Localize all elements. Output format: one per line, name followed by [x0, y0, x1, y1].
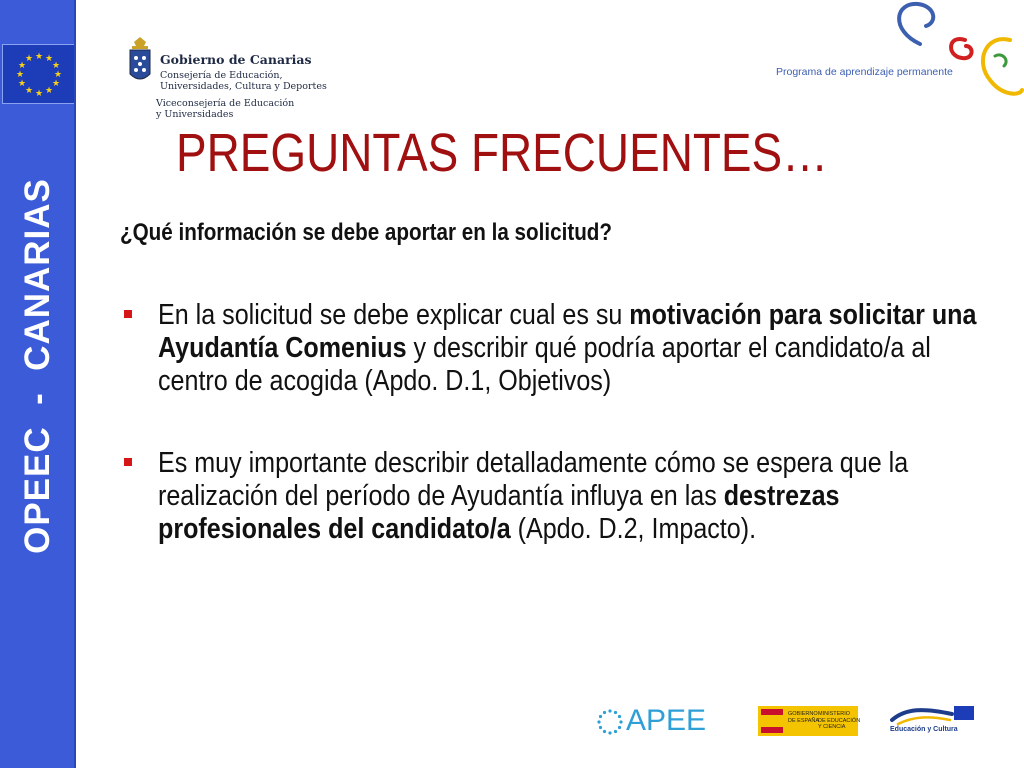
eu-flag-icon — [2, 44, 76, 104]
bullet-marker — [124, 310, 132, 318]
svg-text:★: ★ — [53, 70, 63, 80]
bullet-text-part: y describir qué podría aportar el candidato/a al centro de acogida (Apdo. D.1, Objetivos) — [158, 332, 931, 397]
svg-text:★: ★ — [24, 54, 34, 64]
ministry-right-text: MINISTERIO DE EDUCACIÓN Y CIENCIA — [818, 711, 861, 730]
gov-name: Gobierno de Canarias — [160, 52, 312, 67]
svg-text:★: ★ — [17, 61, 27, 71]
bullet-text-part: (Apdo. D.2, Impacto). — [510, 513, 757, 545]
svg-text:★: ★ — [44, 86, 54, 96]
spain-flag-icon — [761, 709, 783, 733]
eu-flag-small-icon — [954, 706, 974, 720]
bullet-text-bold: destrezas profesionales del candidato/a — [158, 480, 840, 545]
svg-text:★: ★ — [15, 70, 25, 80]
svg-text:★: ★ — [17, 79, 27, 89]
svg-text:★: ★ — [51, 79, 61, 89]
apee-text: APEE — [626, 704, 707, 737]
bullet-marker — [124, 458, 132, 466]
svg-text:★: ★ — [34, 52, 44, 62]
wave-icon — [890, 704, 956, 728]
swirl-icon — [770, 0, 1024, 110]
programme-logo — [770, 0, 1024, 110]
ministry-logo — [758, 706, 861, 736]
svg-text:★: ★ — [24, 86, 34, 96]
star-ring-icon — [596, 708, 624, 736]
svg-text:★: ★ — [34, 89, 44, 99]
bullet-text-part: En la solicitud se debe explicar cual es su — [158, 299, 630, 331]
svg-text:★: ★ — [51, 61, 61, 71]
gobierno-canarias-logo — [124, 36, 344, 122]
education-culture-logo — [888, 702, 980, 740]
bullet-text-part: Es muy importante describir detalladamente cómo se espera que la realización del período de Ayudantía influya en las — [158, 447, 909, 512]
bullet-item — [158, 447, 988, 546]
question-heading: ¿Qué información se debe aportar en la solicitud? — [120, 219, 613, 246]
gov-vice: Viceconsejería de Educación y Universidades — [156, 98, 295, 120]
sidebar — [0, 0, 76, 768]
programme-text: Programa de aprendizaje permanente — [776, 66, 953, 78]
coat-of-arms-icon — [124, 36, 156, 94]
bullet-text-bold: motivación para solicitar una Ayudantía Comenius — [158, 299, 977, 364]
page-title: PREGUNTAS FRECUENTES… — [176, 123, 829, 183]
gov-subtitle: Consejería de Educación, Universidades, Cultura y Deportes — [160, 70, 327, 92]
bullet-item — [158, 299, 988, 398]
education-culture-text: Educación y Cultura — [890, 726, 958, 733]
svg-text:★: ★ — [44, 54, 54, 64]
ministry-left-text: GOBIERNO DE ESPAÑA — [788, 711, 820, 724]
vertical-title: OPEEC - CANARIAS — [18, 178, 57, 554]
